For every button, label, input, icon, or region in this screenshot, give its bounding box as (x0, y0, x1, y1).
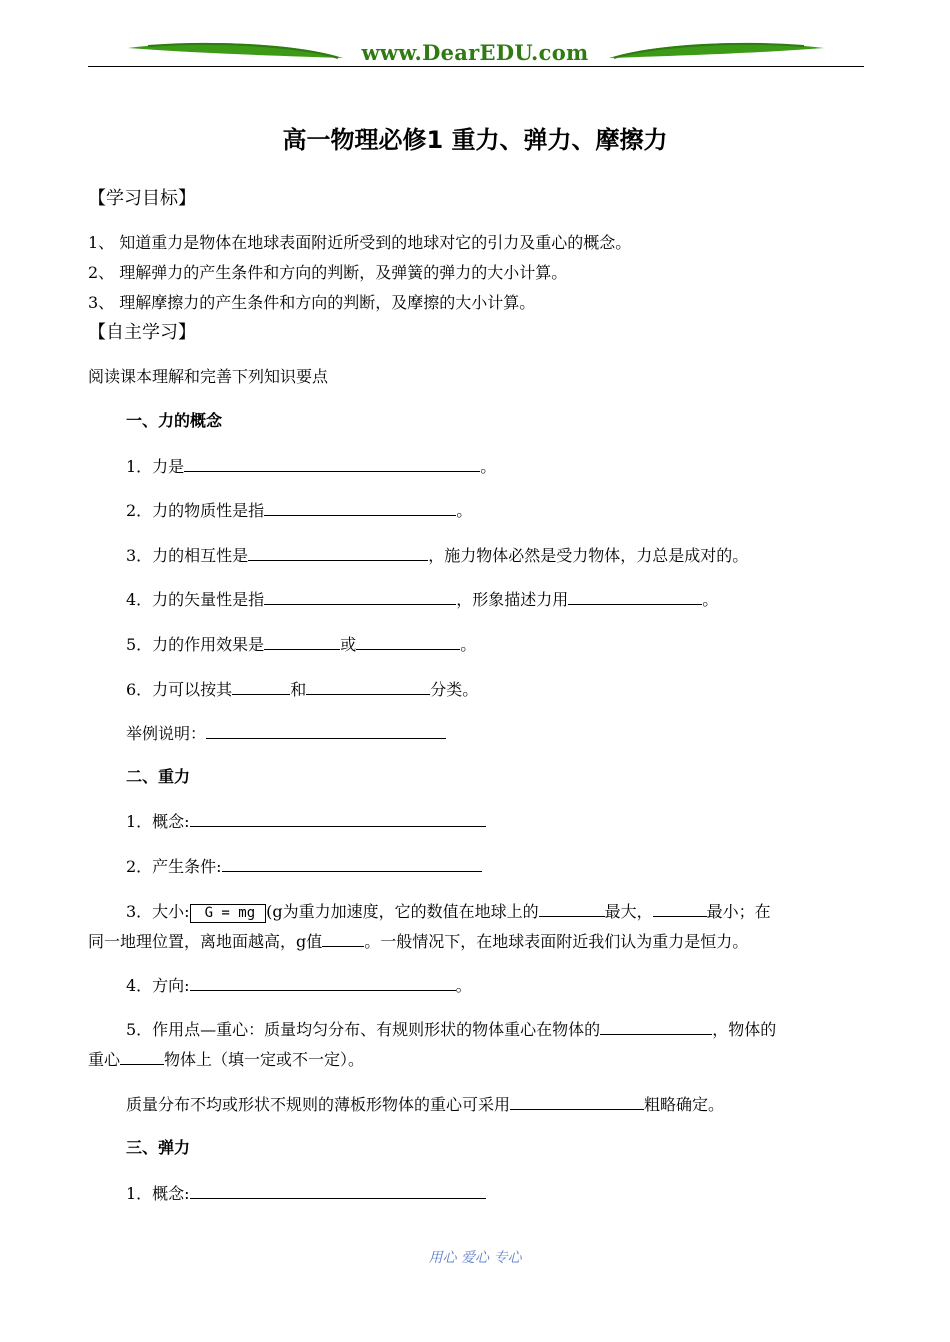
part1-heading: 一、力的概念 (126, 411, 223, 430)
part1-q3 (126, 542, 748, 566)
footer-slogan: 用心 爱心 专心 (428, 1250, 522, 1266)
blank-field[interactable] (539, 898, 605, 917)
part1-q6 (126, 676, 478, 700)
q-text: 1．概念: (126, 1184, 190, 1203)
q-text: 和 (290, 680, 307, 699)
blank-field[interactable] (190, 808, 486, 827)
q-text: 。 (456, 501, 473, 520)
blank-field[interactable] (264, 497, 456, 516)
q-text: 1．力是 (126, 457, 185, 476)
blank-field[interactable] (356, 631, 460, 650)
q-text: 举例说明： (126, 724, 207, 743)
q-text: 6．力可以按其 (126, 680, 233, 699)
q-text: 重心 (88, 1050, 121, 1069)
q-text: 。 (702, 590, 719, 609)
part1-q5 (126, 631, 476, 655)
q-text: 2．力的物质性是指 (126, 501, 265, 520)
q-text: 质量分布不均或形状不规则的薄板形物体的重心可采用 (126, 1095, 511, 1114)
q-text: 5．力的作用效果是 (126, 635, 265, 654)
section-heading-goals: 【学习目标】 (88, 188, 196, 209)
part3-heading: 三、弹力 (126, 1138, 191, 1157)
part1-example (126, 720, 446, 744)
section-heading-self-study: 【自主学习】 (88, 322, 196, 343)
header-rule (88, 66, 864, 67)
q-text: 3．力的相互性是 (126, 546, 249, 565)
q-text: 4．方向: (126, 976, 190, 995)
blank-field[interactable] (190, 972, 456, 991)
intro-text: 阅读课本理解和完善下列知识要点 (88, 367, 329, 386)
q-text: 最小；在 (706, 902, 771, 921)
q-text: 。一般情况下，在地球表面附近我们认为重力是恒力。 (364, 932, 749, 951)
q-text: 。 (460, 635, 477, 654)
blank-field[interactable] (120, 1046, 164, 1065)
part2-q5-line2 (88, 1046, 364, 1070)
q-text: ，形象描述力用 (456, 590, 569, 609)
site-url[interactable]: www.DearEDU.com (361, 40, 589, 65)
part3-q1 (126, 1180, 486, 1204)
q-text: 分类。 (430, 680, 479, 699)
part2-q1 (126, 808, 486, 832)
part2-q5 (126, 1016, 776, 1040)
q-text: ，物体的 (712, 1020, 777, 1039)
blank-field[interactable] (248, 542, 428, 561)
part2-q4 (126, 972, 472, 996)
goal-item: 2、 理解弹力的产生条件和方向的判断，及弹簧的弹力的大小计算。 (88, 263, 568, 282)
part2-q3-line2 (88, 928, 748, 952)
blank-field[interactable] (232, 676, 290, 695)
q-text: (g为重力加速度，它的数值在地球上的 (266, 902, 539, 921)
blank-field[interactable] (184, 453, 480, 472)
page-title: 高一物理必修1 重力、弹力、摩擦力 (282, 126, 668, 154)
q-text: 3．大小: (126, 902, 190, 921)
part2-note (126, 1091, 724, 1115)
part2-q3 (126, 898, 771, 923)
q-text: 。 (455, 976, 472, 995)
blank-field[interactable] (264, 631, 340, 650)
part1-q4 (126, 586, 718, 610)
formula-box: G = mg (190, 904, 267, 923)
q-text: 同一地理位置，离地面越高，g值 (88, 932, 323, 951)
q-text: 粗略确定。 (644, 1095, 725, 1114)
blank-field[interactable] (306, 676, 430, 695)
part1-q2 (126, 497, 472, 521)
q-text: 2．产生条件: (126, 857, 222, 876)
blank-field[interactable] (510, 1091, 644, 1110)
blank-field[interactable] (600, 1016, 712, 1035)
part1-q1 (126, 453, 496, 477)
q-text: 物体上（填一定或不一定）。 (164, 1050, 365, 1069)
blank-field[interactable] (653, 898, 707, 917)
q-text: 最大， (604, 902, 653, 921)
blank-field[interactable] (206, 720, 446, 739)
blank-field[interactable] (264, 586, 456, 605)
goal-item: 3、 理解摩擦力的产生条件和方向的判断，及摩擦的大小计算。 (88, 293, 536, 312)
blank-field[interactable] (222, 853, 482, 872)
q-text: 或 (340, 635, 357, 654)
q-text: 1．概念: (126, 812, 190, 831)
blank-field[interactable] (322, 928, 364, 947)
blank-field[interactable] (190, 1180, 486, 1199)
q-text: 5．作用点—重心：质量均匀分布、有规则形状的物体重心在物体的 (126, 1020, 601, 1039)
goal-item: 1、 知道重力是物体在地球表面附近所受到的地球对它的引力及重心的概念。 (88, 233, 632, 252)
part2-heading: 二、重力 (126, 767, 191, 786)
q-text: 。 (480, 457, 497, 476)
q-text: ，施力物体必然是受力物体，力总是成对的。 (428, 546, 749, 565)
part2-q2 (126, 853, 482, 877)
blank-field[interactable] (568, 586, 702, 605)
q-text: 4．力的矢量性是指 (126, 590, 265, 609)
